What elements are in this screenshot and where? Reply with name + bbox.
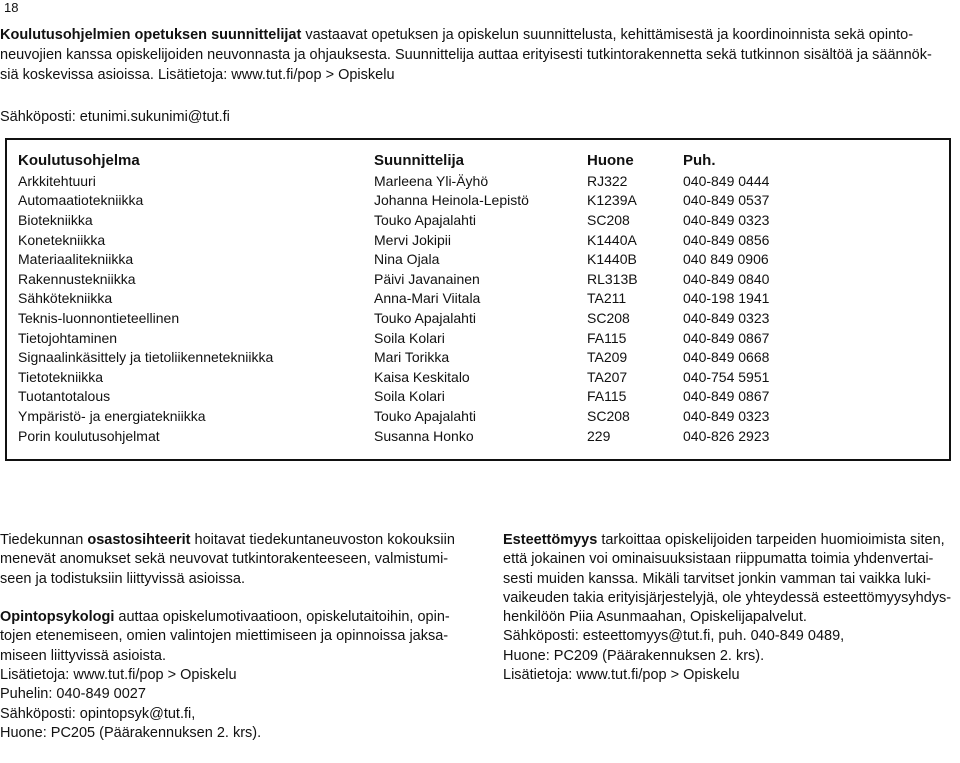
right-column xyxy=(503,531,958,705)
intro-line1: vastaavat opetuksen ja opiskelun suunnittelusta, kehittämisestä ja koordinoinnista sekä opinto- xyxy=(301,27,914,43)
header-programme: Koulutusohjelma xyxy=(18,151,140,169)
table-row xyxy=(18,426,803,446)
secretaries-line2: menevät anomukset sekä neuvovat tutkintorakenteeseen, valmistumi- xyxy=(0,551,449,568)
row-phone: 040-849 0444 xyxy=(683,172,770,189)
row-programme: Teknis-luonnontieteellinen xyxy=(18,309,180,326)
header-phone: Puh. xyxy=(683,151,716,169)
row-planner: Päivi Javanainen xyxy=(374,270,480,287)
table-row xyxy=(18,230,803,250)
intro-line3: siä koskevissa asioissa. Lisätietoja: www.tut.fi/pop > Opiskelu xyxy=(0,67,395,83)
table-row xyxy=(18,347,803,367)
row-phone: 040-849 0867 xyxy=(683,329,770,346)
table-row xyxy=(18,289,803,309)
accessibility-term: Esteettömyys xyxy=(503,532,598,548)
row-planner: Soila Kolari xyxy=(374,329,445,346)
row-planner: Touko Apajalahti xyxy=(374,407,476,424)
row-planner: Mari Torikka xyxy=(374,349,450,366)
row-programme: Tietojohtaminen xyxy=(18,329,118,346)
psychologist-phone: Puhelin: 040-849 0027 xyxy=(0,686,146,703)
row-phone: 040-849 0856 xyxy=(683,231,770,248)
row-phone: 040-849 0323 xyxy=(683,407,770,424)
psychologist-line2: tojen etenemiseen, omien valintojen miettimiseen ja opinnoissa jaksa- xyxy=(0,628,449,645)
row-planner: Touko Apajalahti xyxy=(374,309,476,326)
row-room: TA209 xyxy=(587,349,628,366)
row-room: FA115 xyxy=(587,388,627,405)
table-row xyxy=(18,387,803,407)
row-room: FA115 xyxy=(587,329,627,346)
page-number: 18 xyxy=(4,0,19,15)
row-phone: 040-849 0668 xyxy=(683,349,770,366)
accessibility-line4: vaikeuden takia erityisjärjestelyjä, ole yhteydessä esteettömyysyhdys- xyxy=(503,589,952,606)
secretaries-pre: Tiedekunnan xyxy=(0,532,88,548)
secretaries-line3: seen ja todistuksiin liittyvissä asioissa. xyxy=(0,570,245,587)
planners-table xyxy=(18,149,803,445)
row-phone: 040-826 2923 xyxy=(683,427,770,444)
row-planner: Marleena Yli-Äyhö xyxy=(374,172,489,189)
row-room: K1440A xyxy=(587,231,637,248)
table-row xyxy=(18,210,803,230)
left-column xyxy=(0,531,466,763)
intro-line2: neuvojien kanssa opiskelijoiden neuvonnasta ja ohjauksesta. Suunnittelija auttaa erityisesti tutkintorakennetta sekä tutkinnon sisältöä ja säännök- xyxy=(0,47,932,63)
accessibility-email: Sähköposti: esteettomyys@tut.fi, puh. 040-849 0489, xyxy=(503,628,845,645)
row-phone: 040-849 0323 xyxy=(683,211,770,228)
planners-table-box xyxy=(5,138,951,461)
accessibility-line3: sesti muiden kanssa. Mikäli tarvitset jonkin vamman tai vaikka luki- xyxy=(503,570,931,587)
row-room: K1440B xyxy=(587,251,637,268)
row-programme: Konetekniikka xyxy=(18,231,106,248)
row-planner: Touko Apajalahti xyxy=(374,211,476,228)
accessibility-room: Huone: PC209 (Päärakennuksen 2. krs). xyxy=(503,647,765,664)
row-planner: Kaisa Keskitalo xyxy=(374,368,470,385)
intro-section xyxy=(0,25,954,127)
table-row xyxy=(18,406,803,426)
row-room: RJ322 xyxy=(587,172,628,189)
psychologist-line1: auttaa opiskelumotivaatioon, opiskelutaitoihin, opin- xyxy=(114,609,450,626)
table-row xyxy=(18,191,803,211)
psychologist-line3: miseen liittyvissä asioista. xyxy=(0,647,166,664)
header-room: Huone xyxy=(587,151,634,169)
row-programme: Arkkitehtuuri xyxy=(18,172,96,189)
row-planner: Mervi Jokipii xyxy=(374,231,452,248)
table-row xyxy=(18,328,803,348)
accessibility-line5: henkilöön Piia Asunmaahan, Opiskelijapalvelut. xyxy=(503,609,807,626)
row-programme: Rakennustekniikka xyxy=(18,270,136,287)
row-phone: 040-849 0323 xyxy=(683,309,770,326)
row-planner: Susanna Honko xyxy=(374,427,474,444)
row-planner: Nina Ojala xyxy=(374,251,440,268)
row-room: SC208 xyxy=(587,309,630,326)
psychologist-paragraph xyxy=(0,608,466,743)
row-planner: Anna-Mari Viitala xyxy=(374,290,481,307)
table-header-row xyxy=(18,149,803,171)
intro-email: Sähköposti: etunimi.sukunimi@tut.fi xyxy=(0,109,230,125)
secretaries-term: osastosihteerit xyxy=(87,532,191,548)
accessibility-paragraph xyxy=(503,531,958,685)
psychologist-email: Sähköposti: opintopsyk@tut.fi, xyxy=(0,705,196,722)
header-planner: Suunnittelija xyxy=(374,151,464,169)
intro-paragraph xyxy=(0,25,954,85)
row-programme: Porin koulutusohjelmat xyxy=(18,427,160,444)
row-programme: Biotekniikka xyxy=(18,211,93,228)
row-planner: Johanna Heinola-Lepistö xyxy=(374,192,529,209)
accessibility-info: Lisätietoja: www.tut.fi/pop > Opiskelu xyxy=(503,667,740,684)
psychologist-info: Lisätietoja: www.tut.fi/pop > Opiskelu xyxy=(0,667,237,684)
row-room: TA207 xyxy=(587,368,628,385)
secretaries-paragraph xyxy=(0,531,466,589)
row-phone: 040-849 0867 xyxy=(683,388,770,405)
table-row xyxy=(18,249,803,269)
row-planner: Soila Kolari xyxy=(374,388,445,405)
row-room: RL313B xyxy=(587,270,638,287)
row-phone: 040-198 1941 xyxy=(683,290,770,307)
row-room: K1239A xyxy=(587,192,637,209)
table-row xyxy=(18,269,803,289)
row-phone: 040 849 0906 xyxy=(683,251,769,268)
row-room: 229 xyxy=(587,427,611,444)
row-phone: 040-849 0537 xyxy=(683,192,770,209)
row-room: TA211 xyxy=(587,290,627,307)
intro-term: Koulutusohjelmien opetuksen suunnittelijat xyxy=(0,27,302,43)
table-body xyxy=(18,171,803,445)
row-phone: 040-754 5951 xyxy=(683,368,770,385)
row-phone: 040-849 0840 xyxy=(683,270,770,287)
psychologist-room: Huone: PC205 (Päärakennuksen 2. krs). xyxy=(0,724,262,741)
psychologist-term: Opintopsykologi xyxy=(0,609,115,626)
row-programme: Ympäristö- ja energiatekniikka xyxy=(18,407,206,424)
table-row xyxy=(18,367,803,387)
table-row xyxy=(18,308,803,328)
row-programme: Tuotantotalous xyxy=(18,388,111,405)
table-row xyxy=(18,171,803,191)
row-programme: Materiaalitekniikka xyxy=(18,251,134,268)
accessibility-line1: tarkoittaa opiskelijoiden tarpeiden huomioimista siten, xyxy=(597,532,945,548)
row-room: SC208 xyxy=(587,211,630,228)
row-programme: Automaatiotekniikka xyxy=(18,192,144,209)
secretaries-line1: hoitavat tiedekuntaneuvoston kokouksiin xyxy=(190,532,455,548)
accessibility-line2: että jokainen voi ominaisuuksistaan riippumatta toimia yhdenvertai- xyxy=(503,551,934,568)
row-room: SC208 xyxy=(587,407,630,424)
row-programme: Tietotekniikka xyxy=(18,368,104,385)
row-programme: Sähkötekniikka xyxy=(18,290,113,307)
row-programme: Signaalinkäsittely ja tietoliikennetekniikka xyxy=(18,349,274,366)
